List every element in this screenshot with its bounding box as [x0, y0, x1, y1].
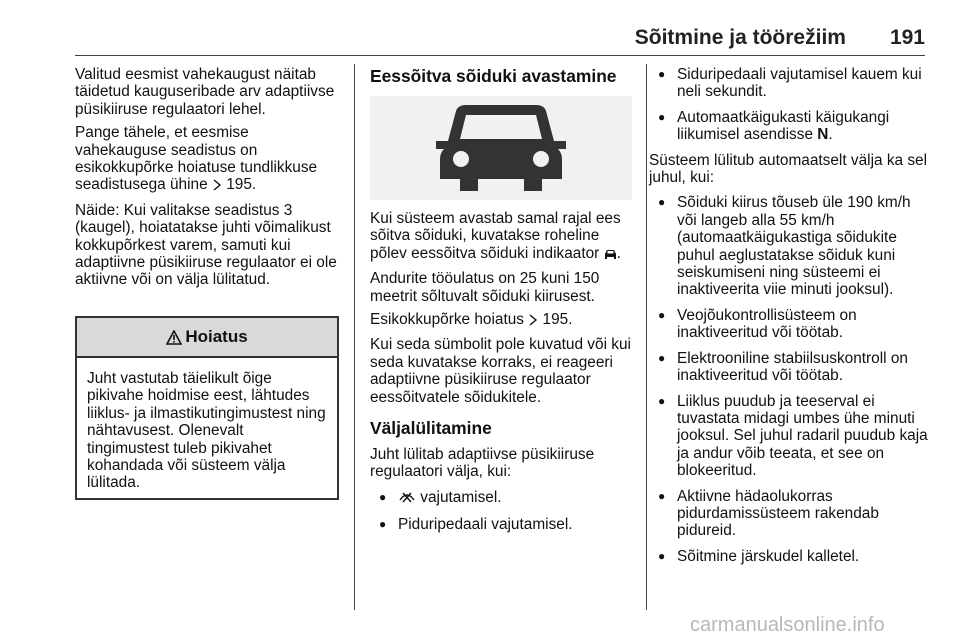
paragraph-text: Pange tähele, et eesmise vahekauguse seadistus on esikokkupõrke hoiatuse tundlikkuse seadistusega ühine — [75, 124, 318, 194]
page-ref-link[interactable]: 195. — [542, 311, 573, 329]
paragraph: Valitud eesmist vahekaugust näitab täidetud kauguseribade arv adaptiivse püsikiiruse regulaatori lehel. — [75, 66, 335, 118]
bullet-list — [649, 194, 929, 565]
list-item — [370, 489, 640, 508]
header-rule — [75, 55, 925, 56]
section-heading: Väljalülitamine — [370, 418, 492, 439]
paragraph-text: Esikokkupõrke hoiatus — [370, 311, 529, 329]
paragraph — [370, 210, 640, 264]
paragraph — [75, 124, 341, 196]
warning-text: Juht vastutab täielikult õige pikivahe hoidmise eest, lähtudes liiklus- ja ilmastikutingimustest ning nähtavusest. Olenevalt tingimustest tuleb pikivahet kohandada või süsteem välja lülitada. — [87, 370, 326, 492]
list-item: ● Siduripedaali vajutamisel kauem kui neli sekundit. — [649, 66, 929, 101]
ref-arrow-icon — [212, 178, 222, 195]
cruise-cancel-icon — [398, 490, 416, 508]
paragraph: Näide: Kui valitakse seadistus 3 (kaugel), hoiatatakse juhti võimalikust kokkupõrkest varem, samuti kui adaptiivne püsikiiruse regulaator ei ole aktiivne või on välja lülitatud. — [75, 201, 337, 289]
column-2 — [370, 66, 640, 542]
list-item: ● Sõiduki kiirus tõuseb üle 190 km/h või langeb alla 55 km/h (automaatkäigukastiga sõidukite puhul aeglustatakse sõiduk kuni seiskumiseni ning süsteemi ei inaktiveerita viie minuti jooksul). — [649, 194, 929, 298]
warning-box — [75, 316, 339, 500]
list-item — [649, 109, 929, 144]
paragraph: Andurite tööulatus on 25 kuni 150 meetrit sõltuvalt sõiduki kiirusest. — [370, 270, 600, 305]
column-divider-1 — [354, 64, 355, 610]
list-item: ● Veojõukontrollisüsteem on inaktiveeritud või töötab. — [649, 307, 929, 342]
warning-triangle-icon — [166, 330, 182, 345]
paragraph: Juht lülitab adaptiivse püsikiiruse regulaatori välja, kui: — [370, 446, 595, 481]
column-divider-2 — [646, 64, 647, 610]
paragraph: Süsteem lülitub automaatselt välja ka sel juhul, kui: — [649, 151, 928, 187]
list-item-text: . — [828, 126, 833, 144]
list-item: ● Aktiivne hädaolukorras pidurdamissüsteem rakendab pidureid. — [649, 488, 929, 540]
page-number: 191 — [889, 26, 925, 49]
page-header — [75, 26, 925, 54]
column-3 — [649, 66, 929, 573]
vehicle-ahead-icon — [604, 247, 617, 264]
paragraph: Kui seda sümbolit pole kuvatud või kui seda kuvatakse korraks, ei reageeri adaptiivne püsikiiruse regulaator eessõitvatele sõidukitele. — [370, 336, 631, 406]
bullet-list — [649, 66, 929, 144]
list-item: ● Sõitmine järskudel kalletel. — [649, 548, 929, 565]
page-ref-link[interactable]: 195. — [226, 176, 257, 194]
list-item: ● Elektrooniline stabiilsuskontroll on inaktiveeritud või töötab. — [649, 350, 929, 385]
list-item: ● Piduripedaali vajutamisel. — [370, 516, 640, 533]
column-1 — [75, 66, 341, 295]
watermark: carmanualsonline.info — [690, 614, 885, 636]
paragraph — [370, 311, 640, 330]
vehicle-ahead-icon — [426, 103, 576, 193]
paragraph-text: Kui süsteem avastab samal rajal ees sõitva sõiduki, kuvatakse roheline põlev eessõitva sõiduki indikaator — [370, 210, 621, 262]
bullet-list — [370, 489, 640, 534]
section-heading: Eessõitva sõiduki avastamine — [370, 66, 617, 86]
ref-arrow-icon — [528, 313, 538, 330]
page-title: Sõitmine ja töörežiim — [634, 26, 846, 49]
paragraph-text: . — [616, 244, 621, 262]
gear-position: N — [817, 126, 829, 144]
warning-title: Hoiatus — [185, 327, 248, 346]
list-item-text: Automaatkäigukasti käigukangi liikumisel asendisse — [677, 108, 890, 144]
list-item: ● Liiklus puudub ja teeserval ei tuvastata midagi umbes ühe minuti jooksul. Sel juhul radaril puudub kaja ja andur võib teeata, et see on blokeeritud. — [649, 393, 929, 480]
warning-header — [77, 318, 337, 358]
vehicle-ahead-image — [370, 96, 632, 200]
list-item-text: vajutamisel. — [420, 488, 502, 506]
